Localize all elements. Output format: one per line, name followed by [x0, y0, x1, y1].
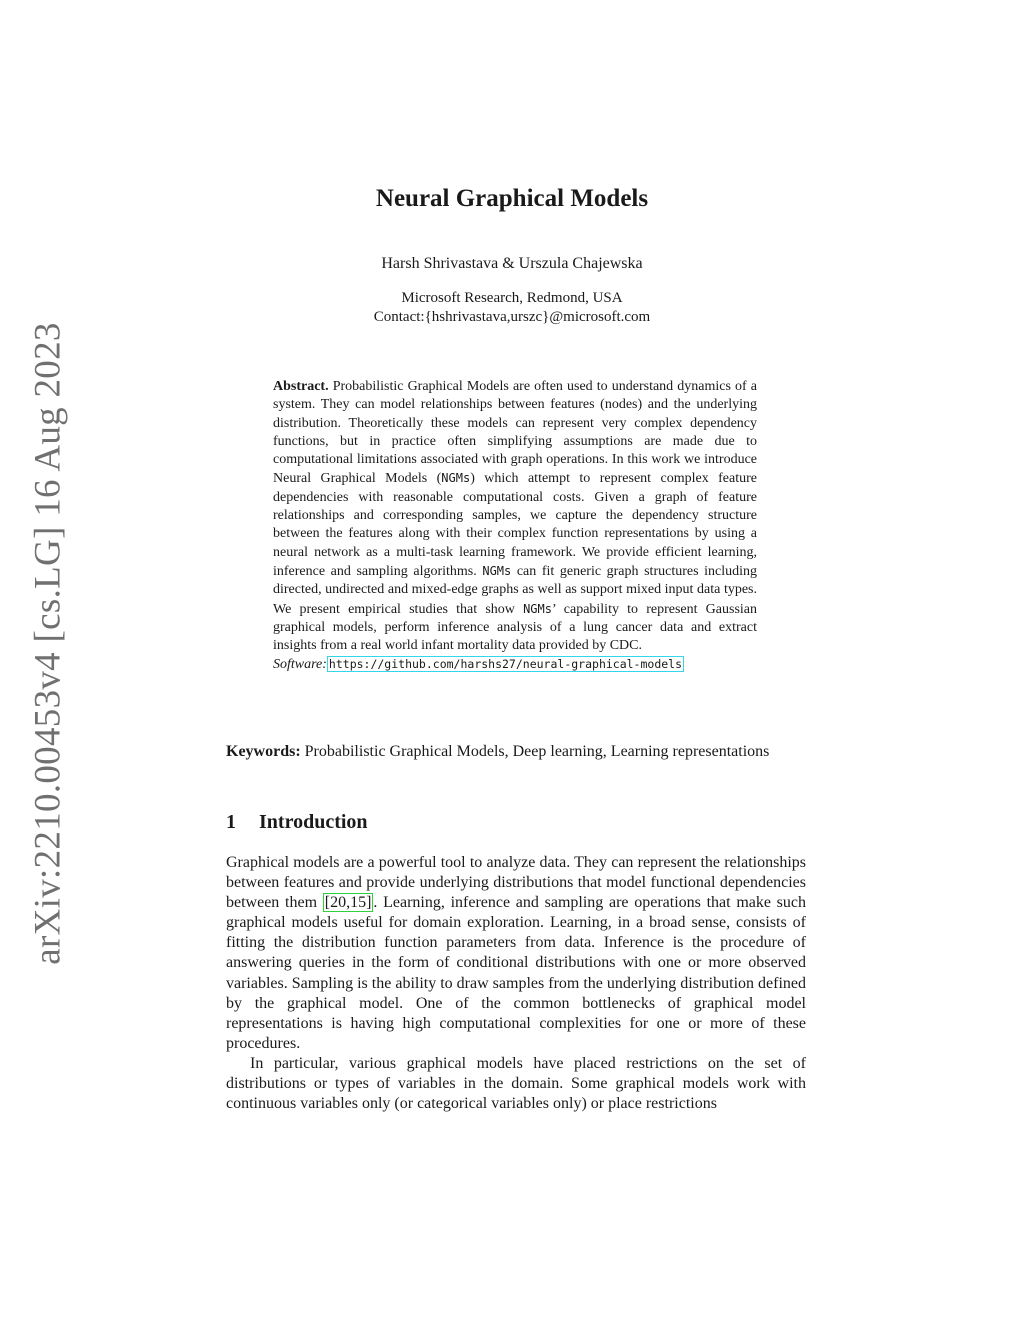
abstract-text-3: can fit generic graph structures including directed, undirected and mixed-edge graphs as well as support mixed input data types. We present empirical studies that show [273, 563, 758, 617]
keywords-text: Probabilistic Graphical Models, Deep learning, Learning representations [300, 743, 770, 760]
section-title: Introduction [259, 811, 368, 833]
software-label: Software: [273, 657, 327, 673]
citation-link-15[interactable]: 15 [350, 894, 367, 912]
abstract-text-2: ) which attempt to represent complex feature dependencies with reasonable computational costs. Given a graph of feature relationships and corresponding samples, we capture the dependency structure between the features along with their complex function representations by using a neural network as a multi-task learning framework. We provide efficient learning, inference and sampling algorithms. [273, 471, 757, 579]
paper-authors: Harsh Shrivastava & Urszula Chajewska [381, 255, 643, 272]
intro-text-1a: Graphical models are a powerful tool to analyze data. They can represent the relationships between features and provide underlying distributions that model functional dependencies between them [226, 854, 806, 912]
abstract-text-1: Probabilistic Graphical Models are often used to understand dynamics of a system. They can model relationships between features (nodes) and the underlying distribution. Theoretically these models can represent very complex dependency functions, but in practice often simplifying assumptions are made due to computational limitations associated with graph operations. In this work we introduce Neural Graphical Models ( [273, 379, 757, 487]
arxiv-identifier-stamp [27, 321, 69, 965]
software-line [273, 655, 757, 674]
citation-link-20[interactable]: 20 [330, 894, 347, 912]
ngms-term: NGMs [523, 601, 552, 616]
abstract-label: Abstract. [273, 379, 329, 394]
keywords-block [226, 742, 806, 762]
section-heading [226, 811, 368, 834]
paper-title: Neural Graphical Models [375, 185, 649, 212]
intro-text-1b: . Learning, inference and sampling are operations that make such graphical models useful for domain exploration. Learning, in a broad sense, consists of fitting the distribution function parameters from data. Inference is the procedure of answering queries in the form of conditional distributions with one or more observed variables. Sampling is the ability to draw samples from the underlying distribution defined by the graphical model. One of the common bottlenecks of graphical model representations is having high computational complexities for one or more of these procedures. [226, 894, 807, 1052]
author-contact: Contact:{hshrivastava,urszc}@microsoft.com [373, 309, 651, 325]
intro-paragraph-1 [226, 853, 806, 1054]
citation-group: [20,15] [324, 894, 372, 912]
intro-paragraph-2: In particular, various graphical models have placed restrictions on the set of distributions or types of variables in the domain. Some graphical models work with continuous variables only (or categorical variables only) or place restrictions [226, 1054, 806, 1113]
ngms-term: NGMs [441, 471, 471, 486]
ngms-term: NGMs [482, 563, 512, 578]
software-repo-link[interactable]: https://github.com/harshs27/neural-graphical-models [328, 657, 683, 672]
abstract-block [273, 378, 757, 675]
arxiv-identifier-text: arXiv:2210.00453v4 [cs.LG] 16 Aug 2023 [27, 321, 69, 965]
abstract-text-4: ’ capability to represent Gaussian graphical models, perform inference analysis of a lung cancer data and extract insights from a real world infant mortality data provided by CDC. [273, 601, 757, 654]
keywords-label: Keywords: [226, 743, 301, 760]
author-affiliation: Microsoft Research, Redmond, USA [401, 290, 623, 306]
introduction-body [226, 853, 806, 1114]
section-number: 1 [226, 811, 236, 833]
